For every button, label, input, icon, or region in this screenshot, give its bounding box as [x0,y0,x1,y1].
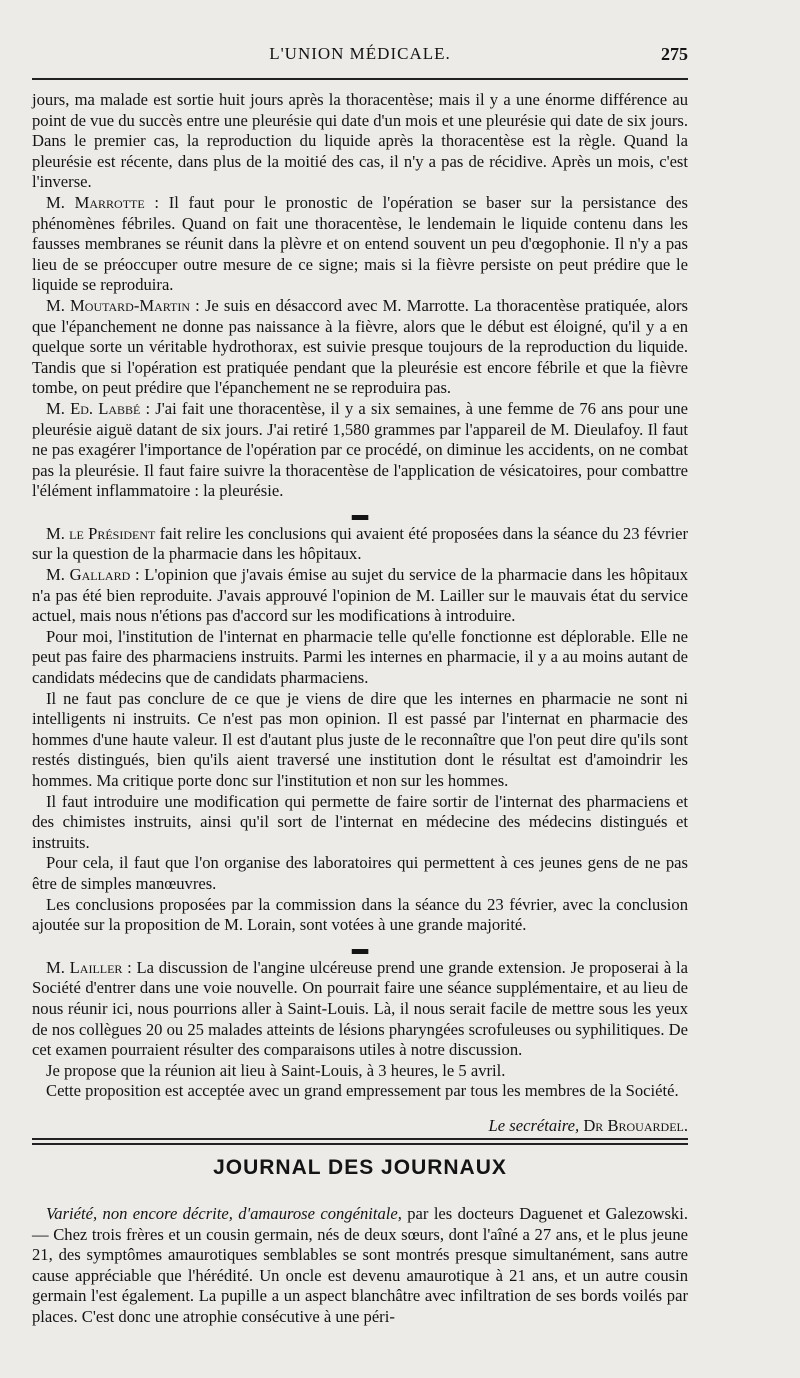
paragraph-text: Pour cela, il faut que l'on organise des laboratoires qui permettent à ces jeunes gens de ne pas être de simples manœuvres. [32,853,688,893]
paragraph-text: J'ai fait une thoracentèse, il y a six semaines, à une femme de 76 ans pour une pleurésie aiguë datant de six jours. J'ai retiré 1,580 grammes par l'appareil de M. Dieulafoy. Il faut ne pas exagérer l'importance de l'opération par ce procédé, on diminue les accidents, on ne combat pas la pleurésie. Il faut faire suivre la thoracentèse de l'application de vésicatoires, pour combattre l'élément inflammatoire : la pleurésie. [32,398,688,501]
separator: ▬ [351,938,369,958]
paragraph [32,1061,688,1082]
article-title: Variété, non encore décrite, d'amaurose congénitale, [46,1204,402,1223]
paragraph-text: Il ne faut pas conclure de ce que je viens de dire que les internes en pharmacie ne sont ni intelligents ni instruits. Ce n'est pas mon opinion. Il est passé par l'internat en pharmacie des hommes d'une haute valeur. Il est d'autant plus juste de le reconnaître que l'on peut dire qu'ils sont restés distingués, bien qu'ils aient traversé une institution dont le résultat est d'amoindrir les hommes. Ma critique porte donc sur l'institution et non sur les hommes. [32,688,688,790]
paragraph-text: Je propose que la réunion ait lieu à Saint-Louis, à 3 heures, le 5 avril. [46,1060,506,1080]
paragraph [32,792,688,854]
paragraph-text: La discussion de l'angine ulcéreuse prend une grande extension. Je proposerai à la Société d'entrer dans une voie nouvelle. On pourrait faire une séance supplémentaire, et au lieu de nous réunir ici, nous pourrions aller à Saint-Louis. Là, il nous serait facile de mettre sous les yeux de nos collègues 20 ou 25 malades atteints de lésions pharyngées scrofuleuses ou syphilitiques. De cet examen pourraient résulter des comparaisons utiles à notre discussion. [32,957,688,1060]
paragraph-text: Il faut pour le pronostic de l'opération se baser sur la persistance des phénomènes fébriles. Quand on fait une thoracentèse, le lendemain le liquide contenu dans les fausses membranes se réunit dans la plèvre et on entend souvent un peu d'œgophonie. Il n'y a pas lieu de se préoccuper outre mesure de ce signe; mais si la fièvre persiste on peut prédire que le liquide se reproduira. [32,192,688,295]
speaker-name: M. Marrotte : [46,192,159,212]
paragraph-text: par les docteurs Daguenet et Galezowski. — Chez trois frères et un cousin germain, nés de deux sœurs, dont l'aîné a 27 ans, et le plus jeune 21, des symptômes amaurotiques semblables se sont montrés presque simultanément, sans autre cause appréciable que l'hérédité. Un oncle est devenu amaurotique à 21 ans, et un autre cousin germain l'est également. La pupille a un aspect blanchâtre avec infiltration de ses bords voilés par places. C'est donc une atrophie consécutive à une péri- [32,1204,688,1326]
paragraph-text: jours, ma malade est sortie huit jours après la thoracentèse; mais il y a une énorme différence au point de vue du succès entre une pleurésie qui date d'un mois et une pleurésie qui date de six jours. Dans le premier cas, la reproduction du liquide après la thoracentèse est la règle. Quand la pleurésie est récente, dans plus de la moitié des cas, il n'y a pas de récidive. Après un mois, c'est l'inverse. [32,90,688,192]
paragraph [32,1081,688,1102]
paragraph [32,399,688,502]
speaker-name: M. Ed. Labbé : [46,398,151,418]
page-number: 275 [661,44,688,64]
section-title: JOURNAL DES JOURNAUX [213,1156,507,1179]
signature [32,1116,688,1137]
section-double-rule [32,1138,688,1148]
paragraph [32,689,688,792]
paragraph-text: Cette proposition est acceptée avec un grand empressement par tous les membres de la Société. [46,1081,679,1101]
paragraph-text: L'opinion que j'avais émise au sujet du service de la pharmacie dans les hôpitaux n'a pas été bien reproduite. J'avais approuvé l'opinion de M. Lailler sur le mauvais état du service actuel, mais nous n'étions pas d'accord sur les modifications à introduire. [32,565,688,626]
paragraph [32,627,688,689]
main-column [32,90,688,1137]
paragraph [32,853,688,894]
speaker-name: M. Lailler : [46,957,132,977]
paragraph [32,524,688,565]
signature-name: Dr Brouardel. [583,1115,688,1135]
section-column [32,1204,688,1328]
speaker-name: M. Moutard-Martin : [46,295,200,315]
paragraph [32,193,688,296]
paragraph [32,1204,688,1328]
speaker-name: M. Gallard : [46,565,140,585]
journal-title: L'UNION MÉDICALE. [269,44,451,63]
paragraph-text: Il faut introduire une modification qui permette de faire sortir de l'internat des pharmaciens et des chimistes instruits, ainsi qu'il sort de l'internat en médecine des médecins distingués et instruits. [32,791,688,852]
paragraph [32,296,688,399]
paragraph [32,895,688,936]
paragraph [32,958,688,1061]
running-header [32,44,688,72]
signature-role: Le secrétaire, [488,1115,580,1135]
paragraph-text: fait relire les conclusions qui avaient été proposées dans la séance du 23 février sur la question de la pharmacie dans les hôpitaux. [32,523,688,564]
paragraph-text: Je suis en désaccord avec M. Marrotte. La thoracentèse pratiquée, alors que l'épanchement ne donne pas naissance à la fièvre, alors que le début est éloigné, qu'il y a en quelque sorte un véritable hydrothorax, est suivie presque toujours de la reproduction du liquide. Tandis que si l'opération est pratiquée pendant que la pleurésie est encore fébrile et que la fièvre tombe, on peut prédire que l'épanchement ne se reproduira pas. [32,295,688,398]
separator: ▬ [351,504,369,524]
header-rule [32,78,688,80]
paragraph-text: Les conclusions proposées par la commission dans la séance du 23 février, avec la conclusion ajoutée sur la proposition de M. Lorain, sont votées à une grande majorité. [32,894,688,935]
speaker-name: M. le Président [46,523,156,543]
paragraph [32,565,688,627]
paragraph [32,90,688,193]
paragraph-text: Pour moi, l'institution de l'internat en pharmacie telle qu'elle fonctionne est déplorable. Elle ne peut pas faire des pharmaciens instruits. Parmi les internes en pharmacie, il y a au moins autant de candidats médecins que de candidats pharmaciens. [32,626,688,688]
